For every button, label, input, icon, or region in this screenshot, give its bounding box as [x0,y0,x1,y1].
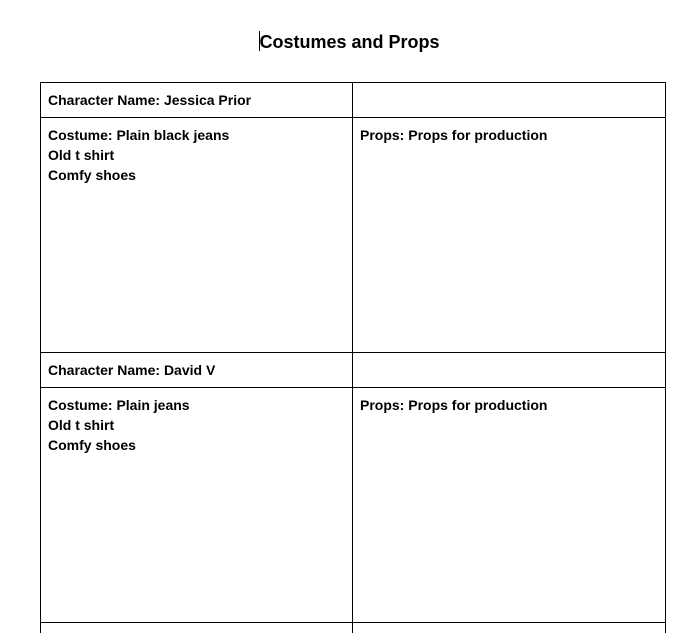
costume-line: Costume: Plain black jeans [48,127,230,143]
costume-line: Old t shirt [48,417,115,433]
title-text: Costumes and Props [259,32,440,52]
costume-line: Old t shirt [48,147,115,163]
next-row-cell[interactable] [353,623,666,633]
character-name-label: Character Name: David V [48,362,216,378]
character-name-cell[interactable] [41,83,353,118]
costume-line: Costume: Plain jeans [48,397,190,413]
props-cell[interactable] [353,118,666,353]
table-row [41,353,666,388]
costume-cell[interactable] [41,118,353,353]
character-name-extra-cell[interactable] [353,83,666,118]
document-title[interactable] [0,31,699,53]
costume-line: Comfy shoes [48,437,136,453]
character-name-cell[interactable] [41,353,353,388]
table-row [41,118,666,353]
costumes-props-table [40,82,666,633]
props-label: Props: Props for production [360,127,548,143]
costume-line: Comfy shoes [48,167,136,183]
costume-cell[interactable] [41,388,353,623]
props-cell[interactable] [353,388,666,623]
character-name-label: Character Name: Jessica Prior [48,92,252,108]
next-row-cell[interactable] [41,623,353,633]
props-label: Props: Props for production [360,397,548,413]
table-row-partial [41,623,666,633]
table-row [41,388,666,623]
character-name-extra-cell[interactable] [353,353,666,388]
table-row [41,83,666,118]
